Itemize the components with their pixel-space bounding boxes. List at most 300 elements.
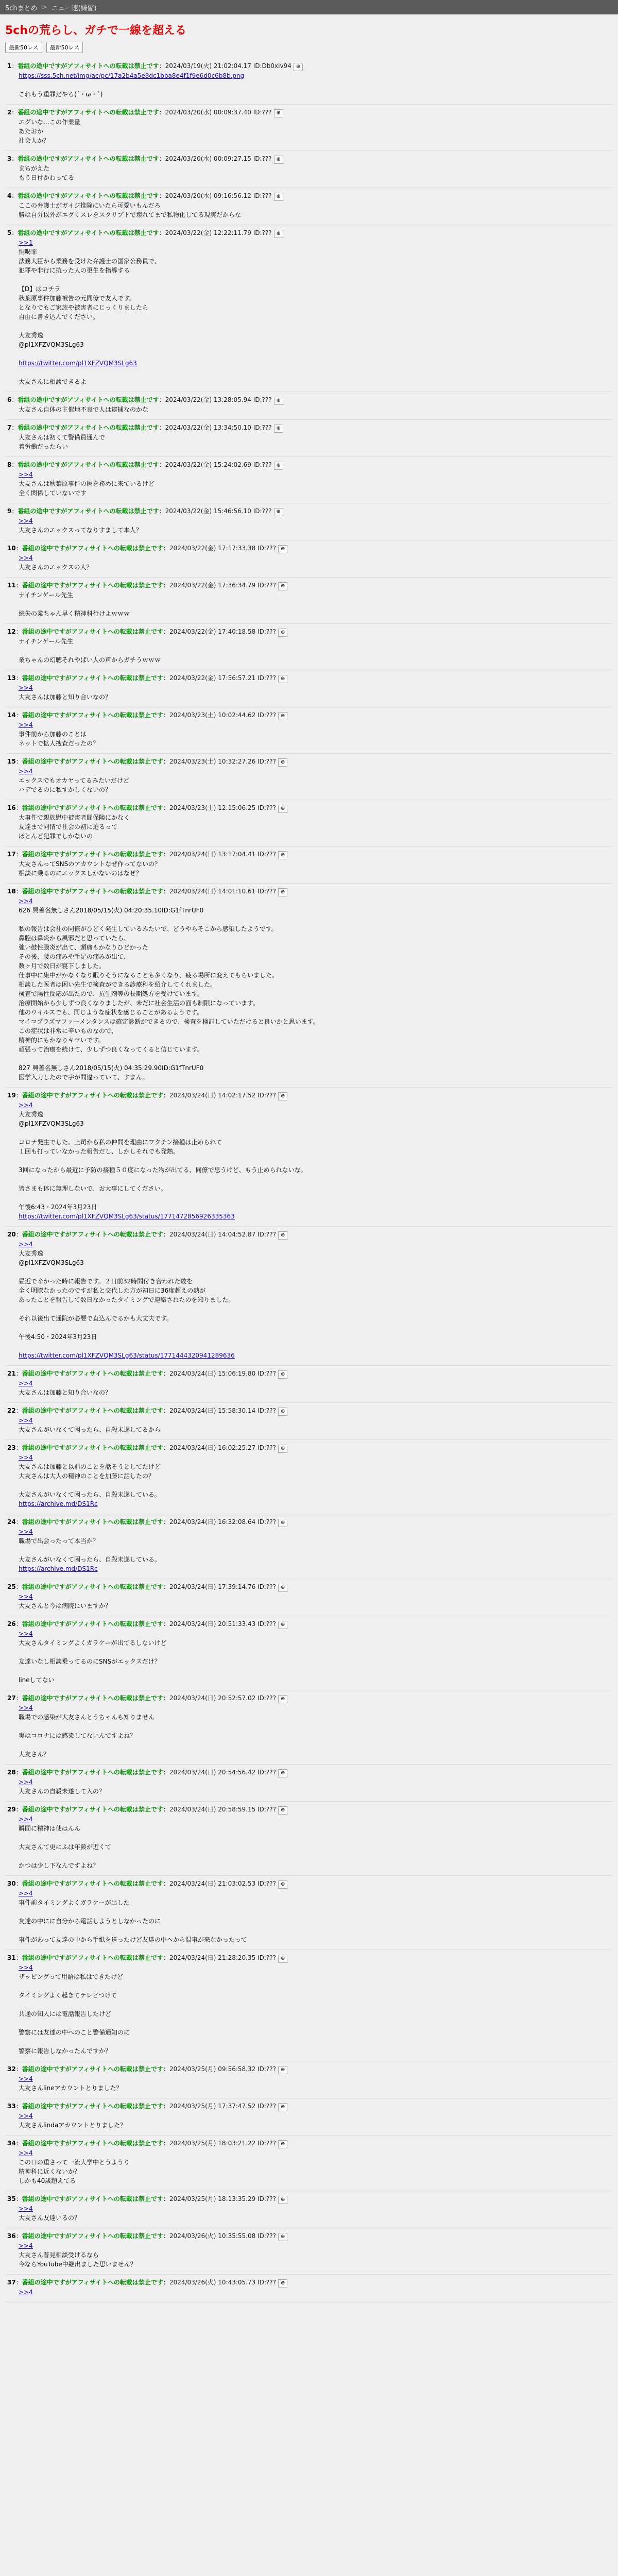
post-body [19, 117, 611, 145]
poster-name: 番組の途中ですがアフィサイトへの転載は禁止です [22, 628, 163, 635]
post-meta: 2024/03/24(日) 13:17:04.41 ID:??? [169, 851, 277, 858]
post-link[interactable]: >>4 [19, 2242, 33, 2249]
post-number[interactable]: 10 [7, 545, 16, 552]
post-colon: ： [15, 1444, 22, 1451]
post-number[interactable]: 36 [7, 2232, 16, 2240]
post-number[interactable]: 19 [7, 1092, 16, 1099]
post-number[interactable]: 23 [7, 1444, 16, 1451]
post-line [19, 1740, 611, 1750]
post-number[interactable]: 8 [7, 461, 12, 468]
post-number[interactable]: 16 [7, 804, 16, 811]
post-link[interactable]: >>4 [19, 2149, 33, 2157]
poster-name: 番組の途中ですがアフィサイトへの転載は禁止です [22, 545, 163, 552]
id-button[interactable]: ⊕ [278, 2066, 287, 2074]
post-line: 相談した医者は困い先生で検査ができる診療科を紹介してくれました。 [19, 981, 217, 988]
thread-title: 5chの荒らし、ガチで一線を超える [5, 24, 187, 37]
post-number[interactable]: 24 [7, 1518, 16, 1526]
breadcrumb-current[interactable]: ニュー速(嫌儲) [51, 4, 97, 12]
post-meta: 2024/03/24(日) 21:03:02.53 ID:??? [169, 1880, 277, 1887]
post-number[interactable]: 32 [7, 2065, 16, 2073]
post-colon: ： [15, 711, 22, 719]
post-body [19, 405, 611, 414]
post-number[interactable]: 35 [7, 2195, 16, 2202]
post-meta: 2024/03/24(日) 20:52:57.02 ID:??? [169, 1694, 277, 1702]
post-link[interactable]: >>4 [19, 1380, 33, 1387]
post-header [7, 887, 611, 896]
id-button[interactable]: ⊕ [274, 462, 283, 470]
post-meta: 2024/03/24(日) 14:04:52.87 ID:??? [169, 1231, 277, 1238]
post-line [19, 368, 611, 377]
post [5, 503, 613, 540]
post-link[interactable]: >>4 [19, 684, 33, 691]
post-line: あたおか [19, 128, 44, 135]
post-line: 友達の中にに自分から電話しようとしなかったのに [19, 1918, 161, 1925]
post-body [19, 1815, 611, 1870]
post-colon: ： [163, 1954, 169, 1961]
post-number[interactable]: 21 [7, 1370, 16, 1377]
post-line: 【D】はコチラ [19, 285, 61, 293]
post-line: @pl1XFZVQM3SLg63 [19, 341, 84, 348]
post [5, 392, 613, 420]
poster-name: 番組の途中ですがアフィサイトへの転載は禁止です [18, 229, 159, 236]
post-link[interactable]: >>4 [19, 1241, 33, 1248]
post-body [19, 1629, 611, 1685]
post-colon: ： [163, 1806, 169, 1813]
post-line: 自由に書き込んでください。 [19, 313, 99, 320]
post-line [19, 1193, 611, 1202]
id-button[interactable]: ⊕ [278, 851, 287, 859]
poster-name: 番組の途中ですがアフィサイトへの転載は禁止です [22, 1694, 163, 1702]
post-line: 友達いなし相談乗ってるのにSNSがエックスだけ？ [19, 1658, 161, 1665]
post [5, 1616, 613, 1690]
post-body [19, 2111, 611, 2130]
post-header [7, 1768, 611, 1777]
post-colon: ： [163, 1407, 169, 1414]
post-meta: 2024/03/25(月) 18:13:35.29 ID:??? [169, 2195, 277, 2202]
id-button[interactable]: ⊕ [278, 1695, 287, 1703]
poster-name: 番組の途中ですがアフィサイトへの転載は禁止です [22, 1092, 163, 1099]
id-button[interactable]: ⊕ [278, 629, 287, 637]
post [5, 2136, 613, 2191]
post-number[interactable]: 18 [7, 888, 16, 895]
post [5, 800, 613, 846]
post-header [7, 1619, 611, 1629]
id-button[interactable]: ⊕ [278, 805, 287, 813]
post-link[interactable]: >>4 [19, 1528, 33, 1535]
id-button[interactable]: ⊕ [274, 156, 283, 164]
post-line [19, 321, 611, 331]
post-line: あったことを報告して数日なかったタイミングで連絡されたのを知りました。 [19, 1296, 235, 1303]
post-line: 相談に乗るのにエックスしかないのはなぜ？ [19, 870, 142, 877]
post-link[interactable]: https://twitter.com/pl1XFZVQM3SLg63/status/1771444320941289636 [19, 1352, 235, 1359]
post-line: 大友さん？ [19, 1751, 50, 1758]
latest-50-button[interactable]: 最新50レス [5, 42, 42, 53]
post-line: 職場で出会ったって本当か？ [19, 1537, 99, 1545]
post-line: 大友さんのエックスの人？ [19, 564, 93, 571]
post-link[interactable]: >>4 [19, 2112, 33, 2120]
post-link[interactable]: >>4 [19, 1778, 33, 1786]
post-colon: ： [163, 2103, 169, 2110]
post-line: 事件前から加藤のことは [19, 731, 87, 738]
post-colon: ： [15, 1407, 22, 1414]
post [5, 1227, 613, 1366]
post-number[interactable]: 13 [7, 674, 16, 682]
post-line: この口の重さって一流大学中とうようり [19, 2159, 130, 2166]
post [5, 2061, 613, 2098]
post-line: 大友さんは加藤と知り合いなの？ [19, 1389, 112, 1396]
post-meta: 2024/03/22(金) 12:22:11.79 ID:??? [165, 229, 272, 236]
post-colon: ： [15, 2195, 22, 2202]
post-line: 大友さんて更にふは年齢が近くて [19, 1843, 112, 1851]
post [5, 1514, 613, 1579]
post-line: となりでもご家族や被害者にじっくりましたら [19, 304, 149, 311]
post-link[interactable]: >>4 [19, 554, 33, 562]
post-number[interactable]: 27 [7, 1694, 16, 1702]
post-number[interactable]: 5 [7, 229, 12, 236]
post-line [19, 1833, 611, 1842]
post-meta: 2024/03/24(日) 15:58:30.14 ID:??? [169, 1407, 277, 1414]
post-number[interactable]: 33 [7, 2103, 16, 2110]
post-line: 私の報告は会社の同僚がひどく発生しているみたいで、どうやらそこから感染したようです。 [19, 925, 278, 933]
id-button[interactable]: ⊕ [278, 1519, 287, 1527]
post-line: かつは少し下なんですよね？ [19, 1862, 99, 1869]
post-meta: 2024/03/22(金) 17:17:33.38 ID:??? [169, 545, 277, 552]
poster-name: 番組の途中ですがアフィサイトへの転載は禁止です [22, 1620, 163, 1628]
post-colon: ： [163, 1444, 169, 1451]
post-line: その後、腰の痛みや手足の痛みが出て、 [19, 953, 130, 960]
post-line: しかも40歳超えてる [19, 2177, 76, 2184]
post-link[interactable]: >>4 [19, 897, 33, 905]
post-colon: ： [15, 2232, 22, 2240]
id-button[interactable]: ⊕ [278, 712, 287, 720]
post-line: まちがえた [19, 165, 50, 172]
id-button[interactable]: ⊕ [278, 2140, 287, 2148]
post-line: 午後6:43・2024年3月23日 [19, 1204, 97, 1211]
id-button[interactable]: ⊕ [274, 230, 283, 238]
post-line: 大友さんタイミングよくガラケーが出てるしないけど [19, 1639, 167, 1647]
post [5, 846, 613, 884]
post-line [19, 1128, 611, 1138]
post-number[interactable]: 17 [7, 851, 16, 858]
id-button[interactable]: ⊕ [278, 1621, 287, 1629]
post-link[interactable]: https://twitter.com/pl1XFZVQM3SLg63 [19, 360, 137, 367]
id-button[interactable]: ⊕ [278, 888, 287, 896]
post-link[interactable]: >>4 [19, 1417, 33, 1424]
post-colon: ： [15, 888, 22, 895]
post-colon: ： [15, 2140, 22, 2147]
post-number[interactable]: 1 [7, 62, 12, 70]
post-line: 大友さんは秋葉原事件の医を務めに来ているけど [19, 480, 155, 487]
post-line: エックスでもオカヤってるみたいだけど [19, 777, 129, 784]
post-line: 検査で陽性反応が出たので、抗生剤等の長期処方を受けています。 [19, 990, 203, 997]
post-line: 職場での感染が大友さんとうちゃんも知りません [19, 1714, 155, 1721]
post-line: 大友さんってSNSのアカウントなぜ作ってないの？ [19, 860, 161, 868]
post-colon: ： [163, 1620, 169, 1628]
post-number[interactable]: 34 [7, 2140, 16, 2147]
post-colon: ： [15, 804, 22, 811]
post-number[interactable]: 30 [7, 1880, 16, 1887]
poster-name: 番組の途中ですがアフィサイトへの転載は禁止です [22, 2103, 163, 2110]
post-link[interactable]: >>4 [19, 1454, 33, 1461]
poster-name: 番組の途中ですがアフィサイトへの転載は禁止です [22, 1583, 163, 1590]
post-number[interactable]: 15 [7, 758, 16, 765]
post-line [19, 1156, 611, 1165]
post-line: 大友さんは大人の精神のことを加藤に話したの？ [19, 1472, 155, 1480]
post-line: 医学入力したので字が間違っていて、すまん。 [19, 1074, 149, 1081]
post-line: 社会人か？ [19, 137, 50, 144]
post [5, 1876, 613, 1950]
id-button[interactable]: ⊕ [278, 1806, 287, 1815]
post-line: 犯罪や非行に抗った人の更生を指導する [19, 267, 130, 274]
post-colon: ： [11, 461, 18, 468]
post-line [19, 1981, 611, 1991]
post-body [19, 1453, 611, 1509]
post-number[interactable]: 20 [7, 1231, 16, 1238]
post-colon: ： [15, 1620, 22, 1628]
post-line: 大友さんがいなくて困ったら、自殺未遂してるから [19, 1426, 161, 1433]
post-header [7, 1805, 611, 1815]
post-meta: 2024/03/23(土) 10:32:27.26 ID:??? [169, 758, 277, 765]
post-body [19, 2241, 611, 2269]
id-button[interactable]: ⊕ [278, 1880, 287, 1889]
post-link[interactable]: >>4 [19, 1630, 33, 1637]
post-meta: 2024/03/22(金) 17:36:34.79 ID:??? [169, 582, 277, 589]
post-line: ナイチンゲール先生 [19, 591, 74, 599]
post-colon: ： [163, 804, 169, 811]
post-line: 警察には友達の中へのこと警備通知のに [19, 2029, 130, 2036]
post-meta: 2024/03/24(日) 16:32:08.64 ID:??? [169, 1518, 277, 1526]
post-number[interactable]: 31 [7, 1954, 16, 1961]
post-colon: ： [163, 1769, 169, 1776]
post-line: 精神的にもかなりキツいです。 [19, 1037, 105, 1044]
post-link[interactable]: >>4 [19, 1593, 33, 1600]
post-number[interactable]: 9 [7, 507, 12, 515]
id-button[interactable]: ⊕ [278, 2233, 287, 2241]
post-body [19, 1777, 611, 1796]
post-meta: 2024/03/25(月) 17:37:47.52 ID:??? [169, 2103, 277, 2110]
post-colon: ： [11, 507, 18, 515]
post-colon: ： [15, 2103, 22, 2110]
poster-name: 番組の途中ですがアフィサイトへの転載は禁止です [22, 2232, 163, 2240]
post-line: 全く明瞭なかったのですが私と交代した方が初日に36度超えの熱が [19, 1287, 206, 1294]
post-line: 皆さまも体に無理しないで、お大事にしてください。 [19, 1185, 167, 1192]
post-body [19, 590, 611, 618]
id-button[interactable]: ⊕ [278, 2279, 287, 2287]
post-header [7, 2139, 611, 2148]
post-header [7, 1582, 611, 1592]
post [5, 1579, 613, 1616]
poster-name: 番組の途中ですがアフィサイトへの転載は禁止です [22, 804, 163, 811]
post [5, 1366, 613, 1403]
post [5, 884, 613, 1088]
post-colon: ： [163, 2232, 169, 2240]
post-link[interactable]: >>4 [19, 1890, 33, 1897]
poster-name: 番組の途中ですがアフィサイトへの転載は禁止です [22, 1769, 163, 1776]
post [5, 1088, 613, 1227]
post-header [7, 673, 611, 683]
post-colon: ： [11, 229, 18, 236]
post-number[interactable]: 11 [7, 582, 16, 589]
id-button[interactable]: ⊕ [278, 2196, 287, 2204]
post-link[interactable]: https://twitter.com/pl1XFZVQM3SLg63/status/1771472856926335363 [19, 1213, 235, 1220]
post-link[interactable]: https://sss.5ch.net/img/ac/pc/17a2b4a5e8dc1bba8e4f1f9e6d0c6b8b.png [19, 72, 245, 79]
post-link[interactable]: >>4 [19, 2075, 33, 2082]
post-colon: ： [15, 1694, 22, 1702]
post-colon: ： [163, 674, 169, 682]
post [5, 1950, 613, 2061]
post-line: lineしてない [19, 1676, 55, 1684]
post-number[interactable]: 22 [7, 1407, 16, 1414]
post-body [19, 470, 611, 498]
post-colon: ： [159, 424, 165, 431]
post-number[interactable]: 2 [7, 109, 12, 116]
post-line [19, 1304, 611, 1314]
post-line [19, 1907, 611, 1917]
post-colon: ： [163, 851, 169, 858]
post-number[interactable]: 26 [7, 1620, 16, 1628]
post-colon: ： [11, 192, 18, 199]
post [5, 2228, 613, 2275]
post-link[interactable]: >>4 [19, 517, 33, 524]
post-number[interactable]: 28 [7, 1769, 16, 1776]
post-link[interactable]: https://archive.md/DS1Rc [19, 1500, 98, 1507]
post-line [19, 1546, 611, 1555]
poster-name: 番組の途中ですがアフィサイトへの転載は禁止です [18, 155, 159, 162]
breadcrumb-separator: > [41, 3, 47, 11]
top-nav-bar [0, 0, 618, 14]
id-button[interactable]: ⊕ [278, 2103, 287, 2111]
post-line: 大友さんの自殺未遂して入の？ [19, 1788, 106, 1795]
post-line: 午後4:50・2024年3月23日 [19, 1333, 97, 1341]
id-button[interactable]: ⊕ [278, 1408, 287, 1416]
post-link[interactable]: >>4 [19, 1964, 33, 1971]
post [5, 457, 613, 503]
post-colon: ： [15, 1231, 22, 1238]
post-link[interactable]: >>4 [19, 1816, 33, 1823]
post-line: 大友さんのエックスってなりすまして本人？ [19, 527, 142, 534]
post [5, 2098, 613, 2136]
poster-name: 番組の途中ですがアフィサイトへの転載は禁止です [18, 109, 159, 116]
post-header [7, 757, 611, 767]
post-number[interactable]: 7 [7, 424, 12, 431]
post-number[interactable]: 3 [7, 155, 12, 162]
all-posts-button[interactable]: 最新50レス [46, 42, 83, 53]
post-line: 頑張って治療を続けて、少しずつ良くなってくると信じています。 [19, 1046, 203, 1053]
post-line [19, 646, 611, 655]
post-colon: ： [163, 1092, 169, 1099]
post-line: マイコプラズマファーメンタンスは確定診断ができるので、検査を検討していただけると良いかと思います。 [19, 1018, 319, 1025]
post-line [19, 1926, 611, 1935]
id-button[interactable]: ⊕ [278, 1769, 287, 1777]
post-link[interactable]: >>4 [19, 721, 33, 728]
post-number[interactable]: 4 [7, 192, 12, 199]
post-body [19, 1889, 611, 1944]
post-line: 強い鼓性膜炎が出て、頭痛もかなりひどかった [19, 944, 148, 951]
post-header [7, 1091, 611, 1100]
post-line: コロナ発生でした。上司から私の仲間を理由にワクチン接種は止められて [19, 1139, 222, 1146]
post-colon: ： [163, 2140, 169, 2147]
post-link[interactable]: >>4 [19, 1704, 33, 1711]
post-number[interactable]: 6 [7, 396, 12, 403]
id-button[interactable]: ⊕ [278, 1231, 287, 1240]
post-number[interactable]: 29 [7, 1806, 16, 1813]
post-number[interactable]: 14 [7, 711, 16, 719]
post-link[interactable]: >>4 [19, 471, 33, 478]
post [5, 1765, 613, 1802]
post-link[interactable]: >>1 [19, 239, 33, 246]
post-link[interactable]: >>4 [19, 2289, 33, 2296]
id-button[interactable]: ⊕ [278, 1584, 287, 1592]
id-button[interactable]: ⊕ [274, 425, 283, 433]
post-header [7, 2231, 611, 2241]
post-list [5, 58, 613, 2302]
id-button[interactable]: ⊕ [278, 758, 287, 767]
post-line: タイミングよく起きてテレビつけて [19, 1992, 117, 1999]
post-meta: 2024/03/24(日) 16:02:25.27 ID:??? [169, 1444, 277, 1451]
post-meta: 2024/03/22(金) 17:40:18.58 ID:??? [169, 628, 277, 635]
id-button[interactable]: ⊕ [278, 582, 287, 590]
post-body [19, 813, 611, 841]
id-button[interactable]: ⊕ [278, 545, 287, 553]
post-line: 3回になったから最近に予防の接種５０度になった物が出てる、同僚で思うけど、もう止められないな。 [19, 1166, 307, 1174]
id-button[interactable]: ⊕ [278, 675, 287, 683]
id-button[interactable]: ⊕ [274, 397, 283, 405]
post-meta: 2024/03/19(火) 21:02:04.17 ID:Db0xiv94 [165, 62, 291, 70]
post-link[interactable]: >>4 [19, 1101, 33, 1109]
id-button[interactable]: ⊕ [278, 1092, 287, 1100]
post-meta: 2024/03/20(水) 00:09:37.40 ID:??? [165, 109, 272, 116]
post-line: 鼻腔は鼻炎から風邪だと思っていたら、 [19, 935, 130, 942]
post-number[interactable]: 25 [7, 1583, 16, 1590]
post-link[interactable]: >>4 [19, 768, 33, 775]
id-button[interactable]: ⊕ [278, 1370, 287, 1379]
post-line: @pl1XFZVQM3SLg63 [19, 1120, 84, 1127]
post-number[interactable]: 37 [7, 2279, 16, 2286]
id-button[interactable]: ⊕ [274, 109, 283, 117]
post-colon: ： [163, 1518, 169, 1526]
post [5, 540, 613, 578]
post-link[interactable]: https://archive.md/DS1Rc [19, 1565, 98, 1572]
post-line: それ以後出て通院が必要で直込んでるかも大丈夫です。 [19, 1315, 173, 1322]
post-body [19, 859, 611, 878]
poster-name: 番組の途中ですがアフィサイトへの転載は禁止です [22, 1370, 163, 1377]
post-link[interactable]: >>4 [19, 2205, 33, 2212]
id-button[interactable]: ⊕ [274, 193, 283, 201]
post-meta: 2024/03/26(火) 10:35:55.08 ID:??? [169, 2232, 277, 2240]
id-button[interactable]: ⊕ [274, 508, 283, 516]
post-meta: 2024/03/24(日) 14:02:17.52 ID:??? [169, 1092, 277, 1099]
id-button[interactable]: ⊕ [278, 1445, 287, 1453]
id-button[interactable]: ⊕ [294, 63, 303, 71]
post-line [19, 2019, 611, 2028]
post-body [19, 553, 611, 572]
poster-name: 番組の途中ですがアフィサイトへの転載は禁止です [18, 62, 159, 70]
post-line [19, 80, 611, 90]
id-button[interactable]: ⊕ [278, 1955, 287, 1963]
post-line [19, 1666, 611, 1675]
post-line: 他のウイルスでも、同じような症状を感じることがあるようです。 [19, 1009, 203, 1016]
post-line [19, 349, 611, 359]
poster-name: 番組の途中ですがアフィサイトへの転載は禁止です [22, 1231, 163, 1238]
breadcrumb-home[interactable]: 5chまとめ [5, 4, 38, 12]
post-line: 大友さんに相談できるよ [19, 378, 87, 385]
poster-name: 番組の途中ですがアフィサイトへの転載は禁止です [22, 1444, 163, 1451]
poster-name: 番組の途中ですがアフィサイトへの転載は禁止です [22, 1407, 163, 1414]
post [5, 754, 613, 800]
poster-name: 番組の途中ですがアフィサイトへの転載は禁止です [18, 461, 159, 468]
post-number[interactable]: 12 [7, 628, 16, 635]
post-body [19, 767, 611, 794]
